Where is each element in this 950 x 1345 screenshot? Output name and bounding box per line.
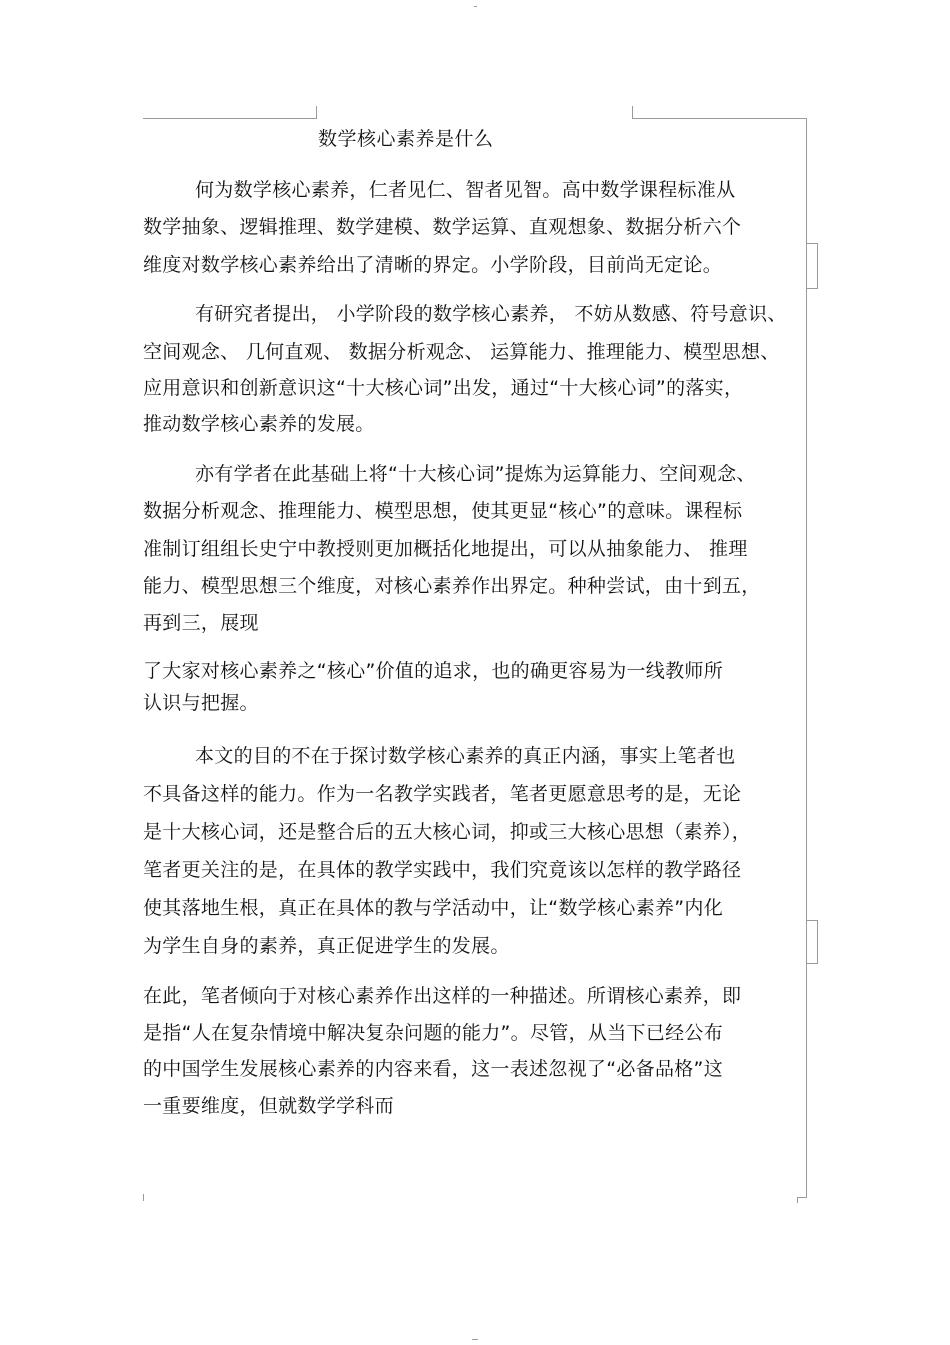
text-line: 一重要维度，但就数学学科而 [143,1095,394,1117]
text-line: 笔者更关注的是，在具体的教学实践中，我们究竟该以怎样的教学路径 [143,859,742,881]
text-line: 空间观念、 几何直观、 数据分析观念、 运算能力、推理能力、模型思想、 [143,341,780,363]
text-line: 准制订组组长史宁中教授则更加概括化地提出，可以从抽象能力、 推理 [143,538,748,560]
right-margin-tab-1-v [817,243,818,289]
text-line: 在此，笔者倾向于对核心素养作出这样的一种描述。所谓核心素养，即 [143,985,742,1007]
text-line: 本文的目的不在于探讨数学核心素养的真正内涵，事实上笔者也 [195,745,736,767]
crop-mark-top-left-h [143,118,317,119]
crop-mark-bottom-left [143,1194,144,1201]
crop-mark-top-right-v [632,106,633,119]
text-line: 维度对数学核心素养给出了清晰的界定。小学阶段，目前尚无定论。 [143,254,723,276]
text-line: 数学抽象、逻辑推理、数学建模、数学运算、直观想象、数据分析六个 [143,216,742,238]
text-line: 认识与把握。 [143,692,259,714]
text-line: 再到三，展现 [143,612,259,634]
text-line: 是十大核心词，还是整合后的五大核心词，抑或三大核心思想（素养）， [143,821,752,843]
right-margin-tab-1-b [806,288,818,289]
right-margin-tab-2-v [817,920,818,964]
text-line: 不具备这样的能力。作为一名教学实践者，笔者更愿意思考的是，无论 [143,783,742,805]
crop-mark-bottom-right-h [797,1197,807,1198]
crop-mark-top-right-h [632,118,806,119]
bottom-center-dot [472,1339,478,1340]
text-line: 了大家对核心素养之“核心”价值的追求，也的确更容易为一线教师所 [143,660,723,682]
crop-mark-top-left-v [316,106,317,119]
text-line: 有研究者提出， 小学阶段的数学核心素养， 不妨从数感、符号意识、 [195,303,787,325]
right-margin-tab-2-b [806,963,818,964]
text-line: 使其落地生根，真正在具体的教与学活动中，让“数学核心素养”内化 [143,897,723,919]
text-line: 数据分析观念、推理能力、模型思想，使其更显“核心”的意味。课程标 [143,500,743,522]
page-title: 数学核心素养是什么 [318,128,494,150]
text-line: 的中国学生发展核心素养的内容来看，这一表述忽视了“必备品格”这 [143,1058,723,1080]
text-line: 是指“人在复杂情境中解决复杂问题的能力”。尽管，从当下已经公布 [143,1022,723,1044]
text-line: 为学生自身的素养，真正促进学生的发展。 [143,935,510,957]
text-line: 何为数学核心素养，仁者见仁、智者见智。高中数学课程标准从 [195,179,736,201]
text-line: 亦有学者在此基础上将“十大核心词”提炼为运算能力、空间观念、 [195,463,756,485]
crop-mark-bottom-right-v [797,1197,798,1203]
text-line: 推动数学核心素养的发展。 [143,413,375,435]
text-line: 应用意识和创新意识这“十大核心词”出发，通过“十大核心词”的落实， [143,377,744,399]
right-margin-line [806,118,807,1198]
top-center-dot [474,6,477,7]
text-line: 能力、模型思想三个维度，对核心素养作出界定。种种尝试，由十到五， [143,575,761,597]
